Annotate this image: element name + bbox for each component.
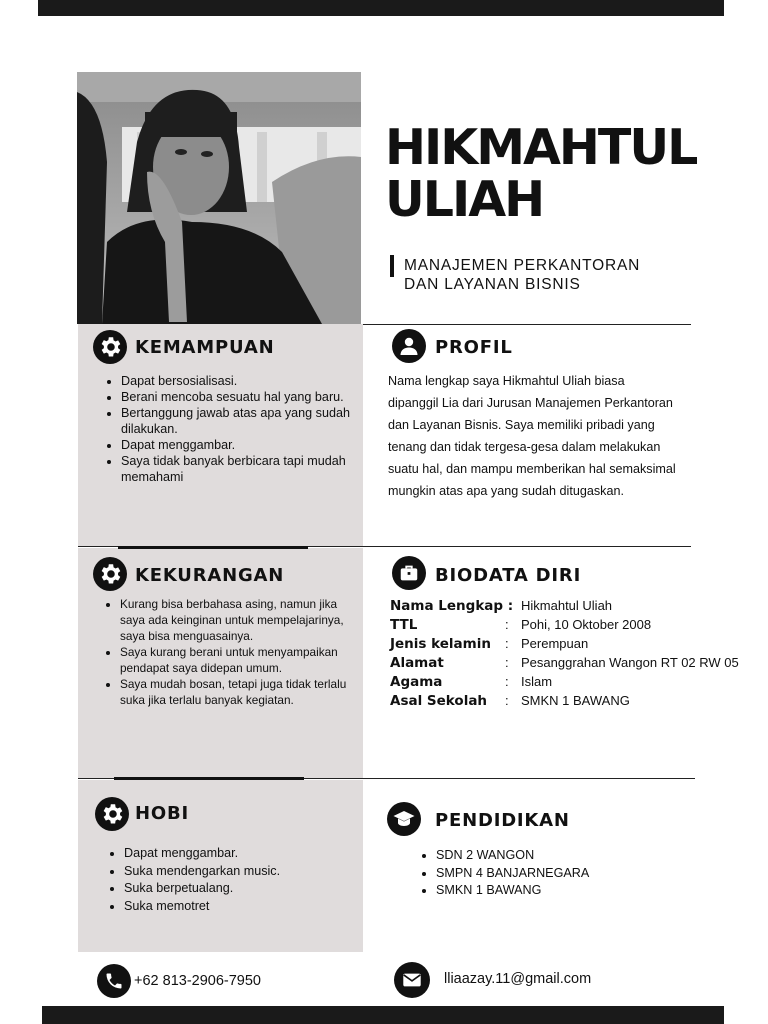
phone-number[interactable]: +62 813-2906-7950 [134, 973, 261, 989]
divider-accent [114, 777, 304, 780]
list-item: • Suka berpetualang. [124, 880, 364, 898]
hobi-heading: HOBI [135, 803, 189, 824]
biodata-value: Perempuan [521, 636, 589, 651]
biodata-value: Hikmahtul Uliah [521, 598, 613, 613]
briefcase-icon [392, 556, 426, 590]
list-item: • Bertanggung jawab atas apa yang sudah dilakukan. [121, 405, 371, 437]
gear-icon [95, 797, 129, 831]
profile-photo [77, 72, 361, 324]
list-item: • Saya mudah bosan, tetapi juga tidak terlalu suka jika terlalu banyak kegiatan. [120, 676, 365, 708]
biodata-label: TTL [390, 617, 418, 633]
envelope-icon [394, 962, 430, 998]
list-item: • Saya tidak banyak berbicara tapi mudah memahami [121, 453, 371, 485]
phone-icon [97, 964, 131, 998]
biodata-label: Asal Sekolah [390, 693, 488, 709]
biodata-colon: : [505, 655, 509, 670]
biodata-colon: : [505, 636, 509, 651]
full-name [385, 119, 697, 228]
person-icon [392, 329, 426, 363]
divider-accent [118, 546, 308, 549]
list-item: • Kurang bisa berbahasa asing, namun jika saya ada keinginan untuk mempelajarinya, saya bisa menguasainya. [120, 596, 365, 644]
bottom-bar [42, 1006, 724, 1024]
list-item: • Dapat menggambar. [121, 437, 371, 453]
graduation-cap-icon [387, 802, 421, 836]
pendidikan-heading: PENDIDIKAN [435, 810, 570, 831]
list-item: • SMKN 1 BAWANG [436, 882, 676, 900]
kemampuan-heading: KEMAMPUAN [135, 337, 275, 358]
gear-icon [93, 330, 127, 364]
kemampuan-list [103, 373, 371, 485]
biodata-colon: : [505, 693, 509, 708]
gear-icon [93, 557, 127, 591]
biodata-label: Agama [390, 674, 443, 690]
kekurangan-list [102, 596, 365, 708]
profil-heading: PROFIL [435, 337, 513, 358]
biodata-label: Alamat [390, 655, 444, 671]
top-bar [38, 0, 724, 16]
subtitle-line-2: DAN LAYANAN BISNIS [404, 276, 581, 293]
biodata-colon: : [505, 617, 509, 632]
biodata-label: Nama Lengkap : [390, 598, 514, 614]
list-item: • Suka memotret [124, 898, 364, 916]
profil-text: Nama lengkap saya Hikmahtul Uliah biasa dipanggil Lia dari Jurusan Manajemen Perkantoran dan Layanan Bisnis. Saya memiliki pribadi yang tenang dan tidak tergesa-gesa dalam melakukan suatu hal, dan mampu memberikan hal semaksimal mungkin atas apa yang sudah ditugaskan. [388, 374, 676, 498]
name-line-2: ULIAH [385, 171, 544, 228]
biodata-colon: : [505, 674, 509, 689]
list-item: • SMPN 4 BANJARNEGARA [436, 865, 676, 883]
biodata-value: Islam [521, 674, 553, 689]
biodata-value: Pesanggrahan Wangon RT 02 RW 05 [521, 655, 739, 670]
list-item: • Suka mendengarkan music. [124, 863, 364, 881]
divider [363, 324, 691, 325]
biodata-value: SMKN 1 BAWANG [521, 693, 630, 708]
kekurangan-heading: KEKURANGAN [135, 565, 285, 586]
biodata-heading: BIODATA DIRI [435, 565, 582, 586]
name-line-1: HIKMAHTUL [385, 119, 697, 176]
job-title [404, 256, 704, 294]
list-item: • Dapat menggambar. [124, 845, 364, 863]
hobi-list [106, 845, 364, 915]
email-address[interactable]: lliaazay.11@gmail.com [444, 971, 592, 987]
subtitle-accent-bar [390, 255, 394, 277]
list-item: • Berani mencoba sesuatu hal yang baru. [121, 389, 371, 405]
subtitle-line-1: MANAJEMEN PERKANTORAN [404, 257, 641, 274]
list-item: • Dapat bersosialisasi. [121, 373, 371, 389]
biodata-value: Pohi, 10 Oktober 2008 [521, 617, 652, 632]
list-item: • Saya kurang berani untuk menyampaikan pendapat saya didepan umum. [120, 644, 365, 676]
pendidikan-list [418, 847, 676, 900]
list-item: • SDN 2 WANGON [436, 847, 676, 865]
biodata-label: Jenis kelamin [390, 636, 491, 652]
